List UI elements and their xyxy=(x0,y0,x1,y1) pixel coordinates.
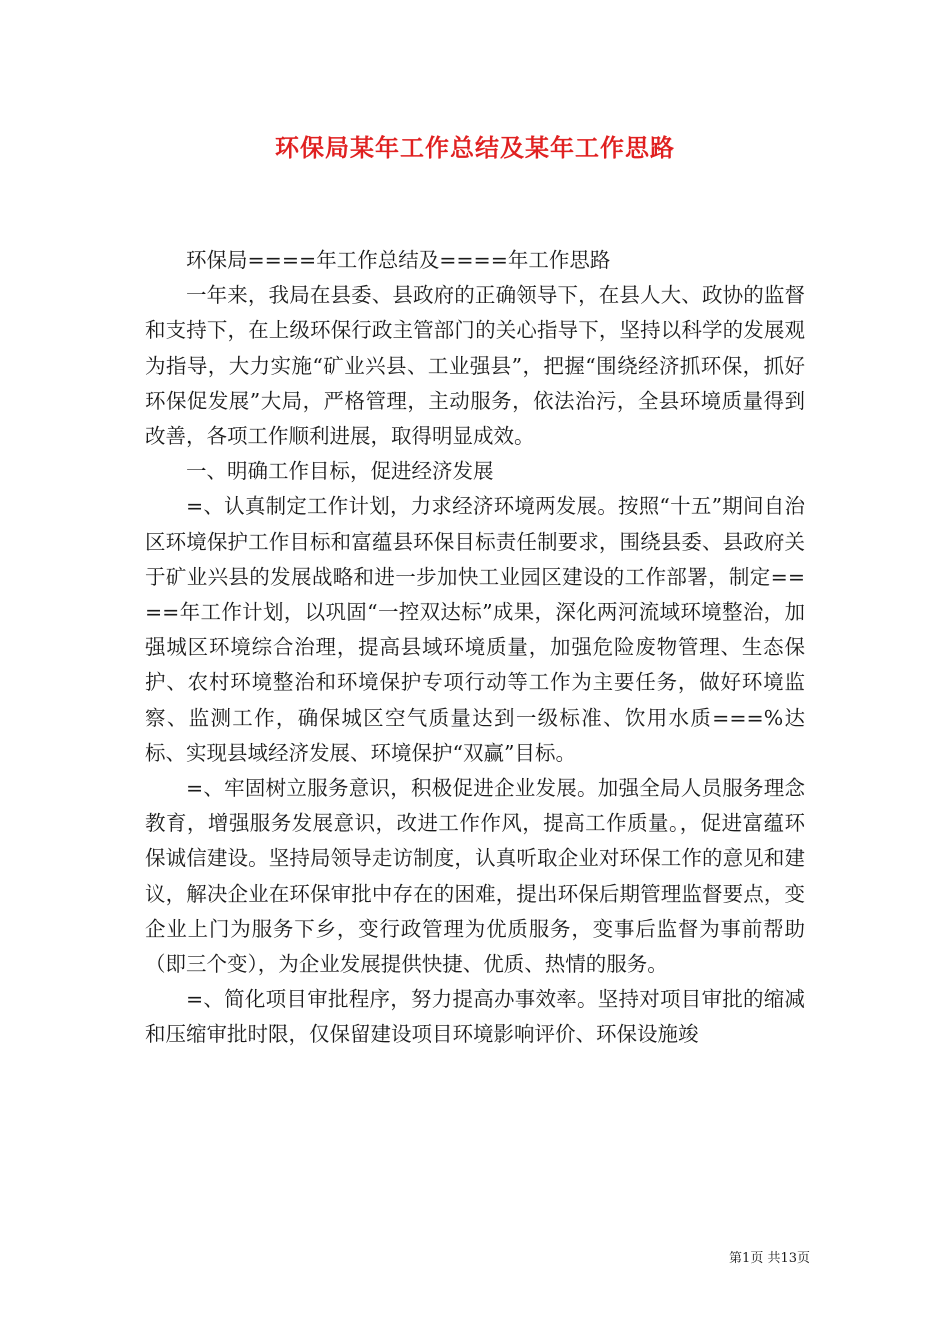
document-title: 环保局某年工作总结及某年工作思路 xyxy=(275,133,675,162)
paragraph-item-2: =、牢固树立服务意识，积极促进企业发展。加强全局人员服务理念教育，增强服务发展意识，改进工作作风，提高工作质量。，促进富蕴环保诚信建设。坚持局领导走访制度，认真听取企业对环保工作的意见和建议，解决企业在环保审批中存在的困难，提出环保后期管理监督要点，变企业上门为服务下乡，变行政管理为优质服务，变事后监督为事前帮助（即三个变），为企业发展提供快捷、优质、热情的服务。 xyxy=(145,776,805,977)
page-number: 第1页 共13页 xyxy=(729,1251,810,1266)
paragraph-subtitle: 环保局====年工作总结及====年工作思路 xyxy=(186,248,611,272)
paragraph-intro: 一年来，我局在县委、县政府的正确领导下，在县人大、政协的监督和支持下，在上级环保行政主管部门的关心指导下，坚持以科学的发展观为指导，大力实施“矿业兴县、工业强县”，把握“围绕经济抓环保，抓好环保促发展”大局，严格管理，主动服务，依法治污，全县环境质量得到改善，各项工作顺利进展，取得明显成效。 xyxy=(145,283,805,449)
section-heading-1: 一、明确工作目标，促进经济发展 xyxy=(186,459,494,484)
paragraph-item-3: =、简化项目审批程序，努力提高办事效率。坚持对项目审批的缩减和压缩审批时限，仅保留建设项目环境影响评价、环保设施竣 xyxy=(145,987,805,1047)
document-body xyxy=(145,243,805,1053)
paragraph-item-1: =、认真制定工作计划，力求经济环境两发展。按照“十五”期间自治区环境保护工作目标和富蕴县环保目标责任制要求，围绕县委、县政府关于矿业兴县的发展战略和进一步加快工业园区建设的工作部署，制定====年工作计划，以巩固“一控双达标”成果，深化两河流域环境整治，加强城区环境综合治理，提高县域环境质量，加强危险废物管理、生态保护、农村环境整治和环境保护专项行动等工作为主要任务，做好环境监察、监测工作，确保城区空气质量达到一级标准、饮用水质===%达标、实现县域经济发展、环境保护“双赢”目标。 xyxy=(145,494,805,765)
